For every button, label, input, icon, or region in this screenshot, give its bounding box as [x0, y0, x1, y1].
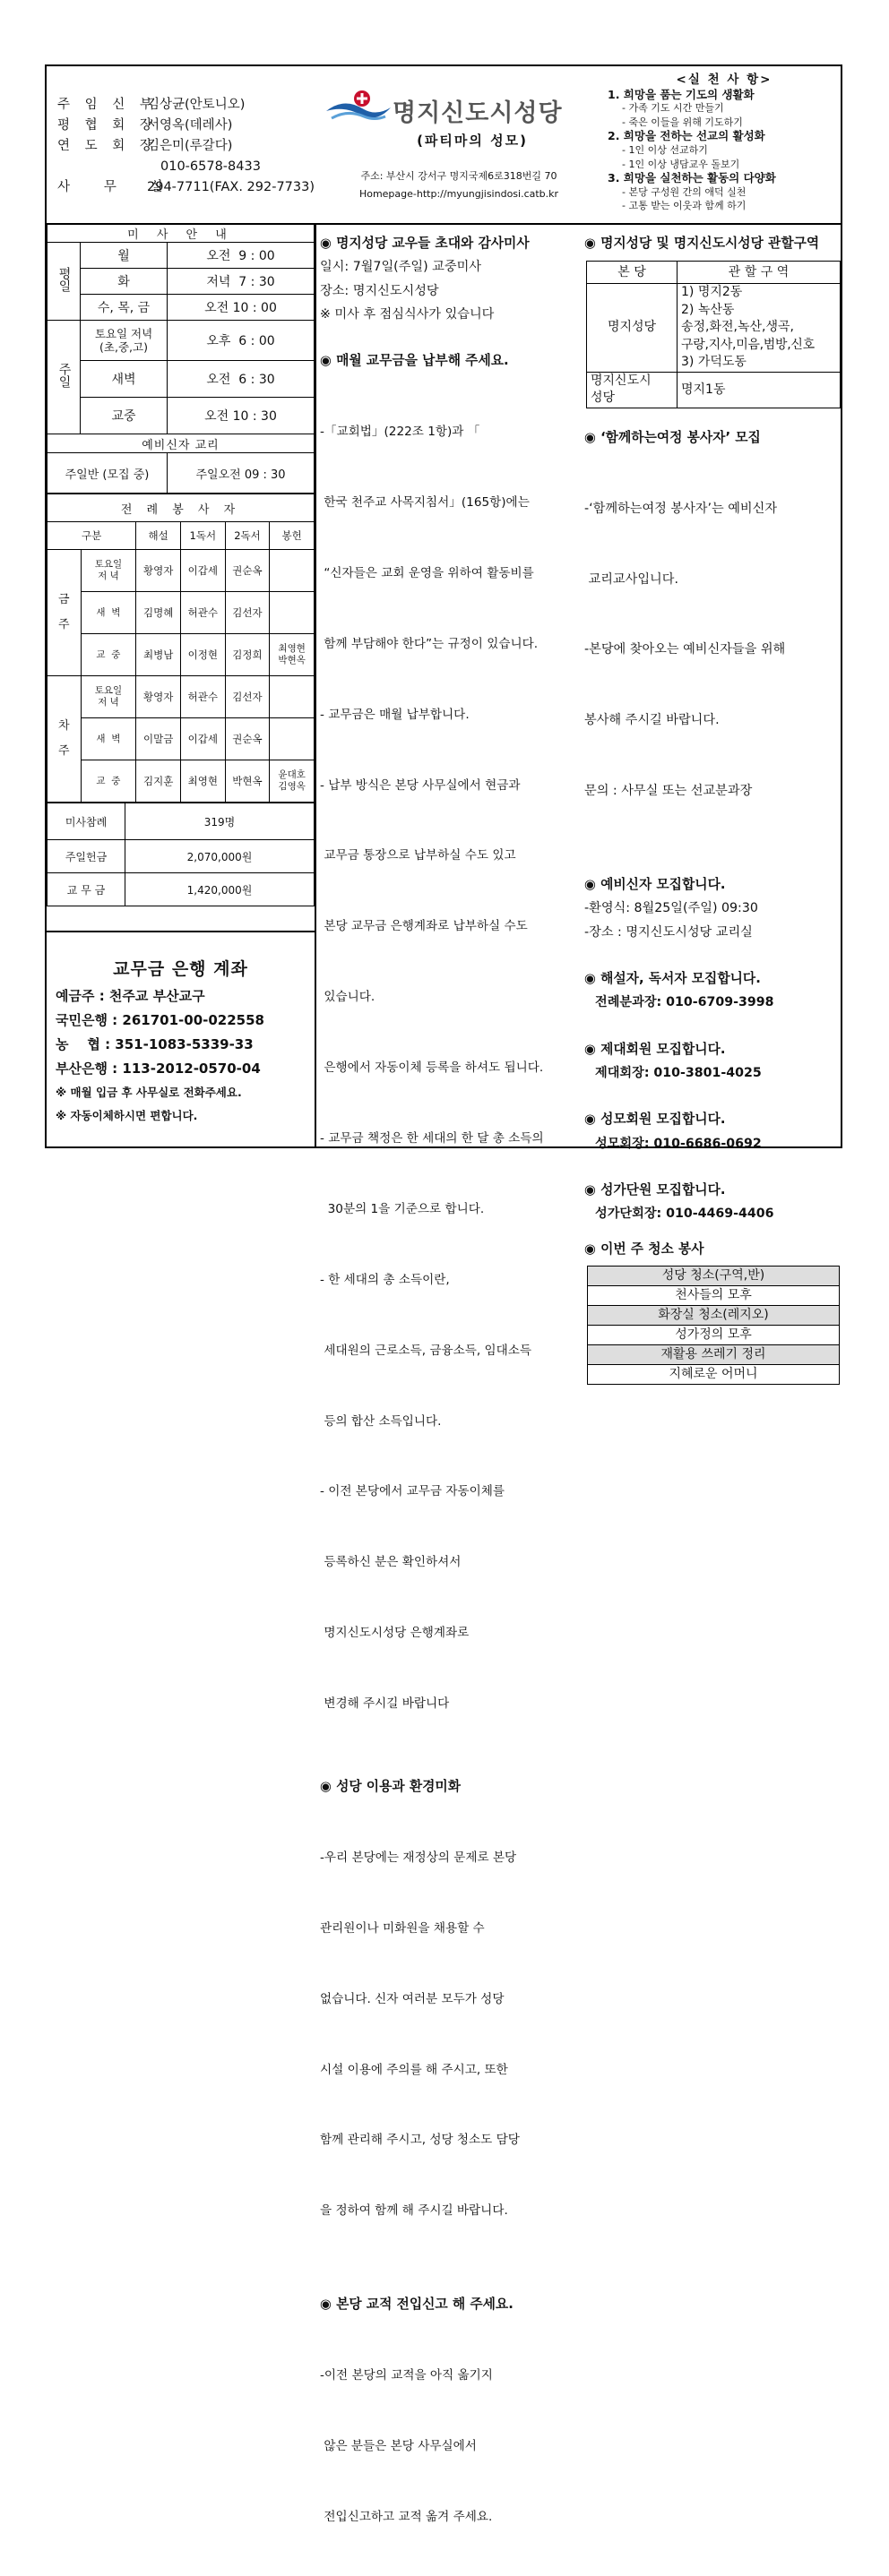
weekday-label: 평일 [47, 243, 81, 321]
stat-label: 교 무 금 [47, 873, 125, 906]
section-line: 있습니다. [320, 990, 375, 1005]
liturgy-type: 새 벽 [81, 592, 136, 634]
cleaning-cell: 성당 청소(구역,반) [588, 1266, 840, 1285]
sunday-label: 주일 [47, 321, 81, 434]
liturgy-header: 1독서 [180, 522, 225, 550]
mass-time: 저녁 7 : 30 [168, 269, 315, 295]
section-line: - 교무금은 매월 납부합니다. [320, 707, 470, 722]
liturgy-cell: 이말금 [136, 718, 181, 760]
section-line: -‘함께하는여정 봉사자’는 예비신자 [584, 501, 778, 516]
cleaning-table [587, 1266, 840, 1385]
recruit-contact: 성가단회장: 010-4469-4406 [595, 1206, 774, 1222]
liturgy-cell [270, 676, 315, 718]
area-zone: 송정,화전,녹산,생곡, [681, 320, 794, 335]
mass-day: 새벽 [81, 361, 168, 398]
recruit-contact: 제대회장: 010-3801-4025 [595, 1065, 762, 1080]
stats-table [47, 803, 315, 906]
liturgy-cell: 김지훈 [136, 760, 181, 803]
liturgy-cell: 김선자 [225, 676, 270, 718]
section-line: “신자들은 교회 운영을 위하여 활동비를 [320, 565, 534, 580]
section-line: - 교무금 책정은 한 세대의 한 달 총 소득의 [320, 1130, 544, 1146]
liturgy-cell: 황영자 [136, 676, 181, 718]
bulletin-frame [45, 64, 842, 2524]
liturgy-cell: 최영현 [180, 760, 225, 803]
group-next-week: 차 주 [47, 676, 82, 803]
recruit-title: ◉ 성가단원 모집합니다. [584, 1181, 726, 1198]
practice-sub: - 고통 받는 이웃과 함께 하기 [622, 200, 747, 212]
liturgy-cell [270, 718, 315, 760]
area-zones [678, 284, 841, 373]
bank-account: 국민은행 : 261701-00-022558 [56, 1012, 264, 1028]
practice-sub: - 죽은 이들을 위해 기도하기 [622, 116, 743, 128]
bank-account-box [47, 931, 315, 1147]
office-phone: 사 무 실294-7711(FAX. 292-7733) [57, 180, 315, 194]
bank-account: 농 협 : 351-1083-5339-33 [56, 1036, 254, 1052]
mass-day: 수, 목, 금 [81, 295, 168, 321]
liturgy-cell: 이갑세 [180, 550, 225, 592]
bank-note: ※ 매월 입금 후 사무실로 전화주세요. [56, 1086, 242, 1099]
section-line: - 한 세대의 총 소득이란, [320, 1272, 450, 1287]
address-block [324, 167, 593, 203]
section-line: - 이전 본당에서 교무금 자동이체를 [320, 1484, 505, 1499]
section-line: 관리원이나 미화원을 채용할 수 [320, 1920, 485, 1936]
practice-list [608, 73, 841, 213]
area-header: 관 할 구 역 [678, 262, 841, 284]
section-line: 않은 분들은 본당 사무실에서 [320, 2439, 477, 2454]
cleaning-cell: 재활용 쓰레기 정리 [588, 1344, 840, 1364]
mass-schedule-table [47, 223, 315, 494]
area-zone: 구랑,지사,미음,범방,신호 [681, 337, 815, 352]
section-line: 세대원의 근로소득, 금융소득, 임대소득 [320, 1343, 532, 1358]
volunteer-lines [584, 450, 841, 850]
section-line: 등의 합산 소득입니다. [320, 1413, 442, 1429]
section-line: 교무금 통장으로 납부하실 수도 있고 [320, 848, 516, 863]
liturgy-title: 전 례 봉 사 자 [47, 494, 315, 522]
left-column [47, 223, 315, 1122]
stat-value: 1,420,000원 [125, 873, 315, 906]
mass-day: 화 [81, 269, 168, 295]
section-title: ◉ 매월 교무금을 납부해 주세요. [320, 353, 509, 369]
liturgy-type: 토요일 저 녁 [81, 676, 136, 718]
section-line: 30분의 1을 기준으로 합니다. [320, 1201, 485, 1216]
mass-time: 오후 6 : 00 [168, 321, 315, 361]
section-line: 함께 부담해야 한다”는 규정이 있습니다. [320, 636, 539, 651]
practice-sub: - 1인 이상 선교하기 [622, 143, 708, 156]
area-zone: 3) 가덕도동 [681, 355, 747, 370]
section-title: ◉ 본당 교적 전입신고 해 주세요. [320, 2297, 514, 2313]
liturgy-cell [270, 592, 315, 634]
bank-note: ※ 자동이체하시면 편합니다. [56, 1109, 198, 1122]
mass-day: 교중 [81, 398, 168, 434]
cleaning-cell: 화장실 청소(레지오) [588, 1305, 840, 1325]
liturgy-cell: 최영현 박현옥 [270, 634, 315, 676]
practice-item: 2. 희망을 전하는 선교의 활성화 [608, 129, 765, 143]
section-line: 봉사해 주시길 바랍니다. [584, 713, 720, 728]
area-parish: 명지성당 [587, 284, 678, 373]
liturgy-cell: 윤대호 김영옥 [270, 760, 315, 803]
right-column [584, 232, 841, 1385]
area-title: ◉ 명지성당 및 명지신도시성당 관할구역 [584, 236, 820, 251]
bank-holder: 예금주 : 천주교 부산교구 [56, 988, 205, 1004]
section-title: ◉ 성당 이용과 환경미화 [320, 1779, 462, 1794]
liturgy-cell: 허관수 [180, 676, 225, 718]
mass-time: 오전 9 : 00 [168, 243, 315, 269]
facility-lines [320, 1799, 582, 2270]
catechumen-time: 주일오전 09 : 30 [168, 453, 315, 494]
section-line: 등록하신 분은 확인하셔서 [320, 1555, 462, 1570]
section-title: ◉ ‘함께하는여정 봉사자’ 모집 [584, 429, 761, 445]
liturgy-cell [270, 550, 315, 592]
cleaning-cell: 성가정의 모후 [588, 1325, 840, 1344]
practice-sub: - 1인 이상 냉담교우 돌보기 [622, 158, 740, 170]
liturgy-cell: 권순옥 [225, 718, 270, 760]
section-line: 변경해 주시길 바랍니다 [320, 1696, 450, 1712]
practice-title: <실 천 사 항> [676, 73, 772, 87]
section-line: 명지신도시성당 은행계좌로 [320, 1626, 470, 1641]
practice-sub: - 가족 기도 시간 만들기 [622, 102, 724, 115]
liturgy-cell: 김선자 [225, 592, 270, 634]
section-line: ※ 미사 후 점심식사가 있습니다 [320, 306, 495, 322]
staff-pastor: 주 임 신 부김상균(안토니오) [57, 98, 246, 112]
cleaning-cell: 지혜로운 어머니 [588, 1364, 840, 1384]
stat-value: 319명 [125, 803, 315, 840]
mass-time: 오전 6 : 30 [168, 361, 315, 398]
liturgy-header: 봉헌 [270, 522, 315, 550]
liturgy-header: 구분 [47, 522, 136, 550]
homepage-link[interactable]: Homepage-http://myungjisindosi.catb.kr [358, 188, 559, 200]
section-line: -본당에 찾아오는 예비신자들을 위해 [584, 642, 786, 657]
practice-item: 3. 희망을 실천하는 활동의 다양화 [608, 171, 776, 185]
practice-sub: - 본당 구성원 간의 애덕 실천 [622, 185, 747, 198]
tithe-lines [320, 373, 582, 1763]
liturgy-cell: 최병남 [136, 634, 181, 676]
section-line: - 납부 방식은 본당 사무실에서 현금과 [320, 777, 521, 793]
stat-label: 미사참례 [47, 803, 125, 840]
area-header: 본 당 [587, 262, 678, 284]
address: 주소: 부산시 강서구 명지국제6로318번길 70 [360, 170, 557, 182]
section-line: 본당 교무금 은행계좌로 납부하실 수도 [320, 919, 528, 934]
area-zone: 명지1동 [678, 372, 841, 408]
section-line: 은행에서 자동이체 등록을 하셔도 됩니다. [320, 1060, 544, 1076]
section-line: 교리교사입니다. [584, 571, 678, 587]
staff-rosary: 연 도 회 장김은미(루갈다) [57, 139, 233, 153]
section-line: -「교회법」(222조 1항)과 「 [320, 425, 480, 440]
section-line: 을 정하여 함께 해 주시길 바랍니다. [320, 2203, 508, 2219]
section-line: 문의 : 사무실 또는 선교분과장 [584, 784, 753, 799]
stat-value: 2,070,000원 [125, 840, 315, 873]
liturgy-cell: 박현옥 [225, 760, 270, 803]
liturgy-type: 교 중 [81, 760, 136, 803]
section-line: -이전 본당의 교적을 아직 옮기지 [320, 2368, 493, 2383]
section-line: 일시: 7월7일(주일) 교중미사 [320, 260, 481, 275]
liturgy-cell: 권순옥 [225, 550, 270, 592]
recruit-contact: 전례분과장: 010-6709-3998 [595, 995, 774, 1010]
group-this-week: 금 주 [47, 550, 82, 676]
catechumen-title: 예비신자 교리 [47, 434, 315, 453]
practice-item: 1. 희망을 품는 기도의 생활화 [608, 87, 755, 101]
section-line: 전입신고하고 교적 옮겨 주세요. [320, 2509, 493, 2524]
liturgy-type: 토요일 저 녁 [81, 550, 136, 592]
liturgy-cell: 이정현 [180, 634, 225, 676]
section-line: 함께 관리해 주시고, 성당 청소도 담당 [320, 2133, 520, 2148]
cleaning-title: ◉ 이번 주 청소 봉사 [584, 1241, 704, 1258]
section-title: ◉ 예비신자 모집합니다. [584, 877, 726, 893]
area-zone: 1) 명지2동 [681, 285, 743, 300]
section-line: 장소: 명지신도시성당 [320, 283, 439, 298]
mass-title: 미 사 안 내 [47, 224, 315, 243]
recruit-title: ◉ 성모회원 모집합니다. [584, 1112, 726, 1128]
recruit-title: ◉ 제대회원 모집합니다. [584, 1041, 726, 1057]
section-line: -장소 : 명지신도시성당 교리실 [584, 924, 753, 940]
stat-label: 주일헌금 [47, 840, 125, 873]
area-parish: 명지신도시 성당 [587, 372, 678, 408]
liturgy-cell: 김정희 [225, 634, 270, 676]
catechumen-class: 주일반 (모집 중) [47, 453, 168, 494]
area-zone: 2) 녹산동 [681, 302, 735, 317]
column-divider [315, 223, 316, 1146]
staff-list [57, 95, 315, 198]
section-line: 한국 천주교 사목지침서」(165항)에는 [320, 494, 530, 510]
staff-council: 평 협 회 장서영옥(데레사) [57, 118, 233, 133]
liturgy-table [47, 494, 315, 803]
section-title: ◉ 명지성당 교우들 초대와 감사미사 [320, 236, 530, 251]
mass-time: 오전 10 : 00 [168, 295, 315, 321]
area-table [586, 261, 841, 408]
section-line: -우리 본당에는 재정상의 문제로 본당 [320, 1850, 517, 1865]
staff-phone: 010-6578-8433 [160, 159, 261, 174]
section-line: 시설 이용에 주의를 해 주시고, 또한 [320, 2062, 508, 2077]
header [47, 66, 841, 225]
liturgy-cell: 이갑세 [180, 718, 225, 760]
parish-name: 명지신도시성당 [393, 99, 563, 127]
parish-logo-icon [324, 88, 393, 124]
bank-lines [56, 984, 264, 1128]
liturgy-type: 새 벽 [81, 718, 136, 760]
bank-account: 부산은행 : 113-2012-0570-04 [56, 1060, 261, 1077]
recruit-title: ◉ 해설자, 독서자 모집합니다. [584, 971, 761, 987]
liturgy-header: 해설 [136, 522, 181, 550]
mass-day: 토요일 저녁 (초,중,고) [81, 321, 168, 361]
mass-day: 월 [81, 243, 168, 269]
liturgy-cell: 허관수 [180, 592, 225, 634]
liturgy-cell: 김명혜 [136, 592, 181, 634]
section-line: 없습니다. 신자 여러분 모두가 성당 [320, 1991, 505, 2006]
liturgy-header: 2독서 [225, 522, 270, 550]
parish-logo [324, 88, 584, 127]
cleaning-cell: 천사들의 모후 [588, 1285, 840, 1305]
transfer-lines [320, 2317, 582, 2576]
mass-time: 오전 10 : 30 [168, 398, 315, 434]
middle-column [320, 232, 582, 2576]
patron-label: (파티마의 성모) [417, 133, 528, 149]
bank-title: 교무금 은행 계좌 [113, 959, 248, 979]
liturgy-type: 교 중 [81, 634, 136, 676]
section-line: -환영식: 8월25일(주일) 09:30 [584, 901, 758, 916]
recruit-contact: 성모회장: 010-6686-0692 [595, 1136, 762, 1151]
liturgy-cell: 황영자 [136, 550, 181, 592]
